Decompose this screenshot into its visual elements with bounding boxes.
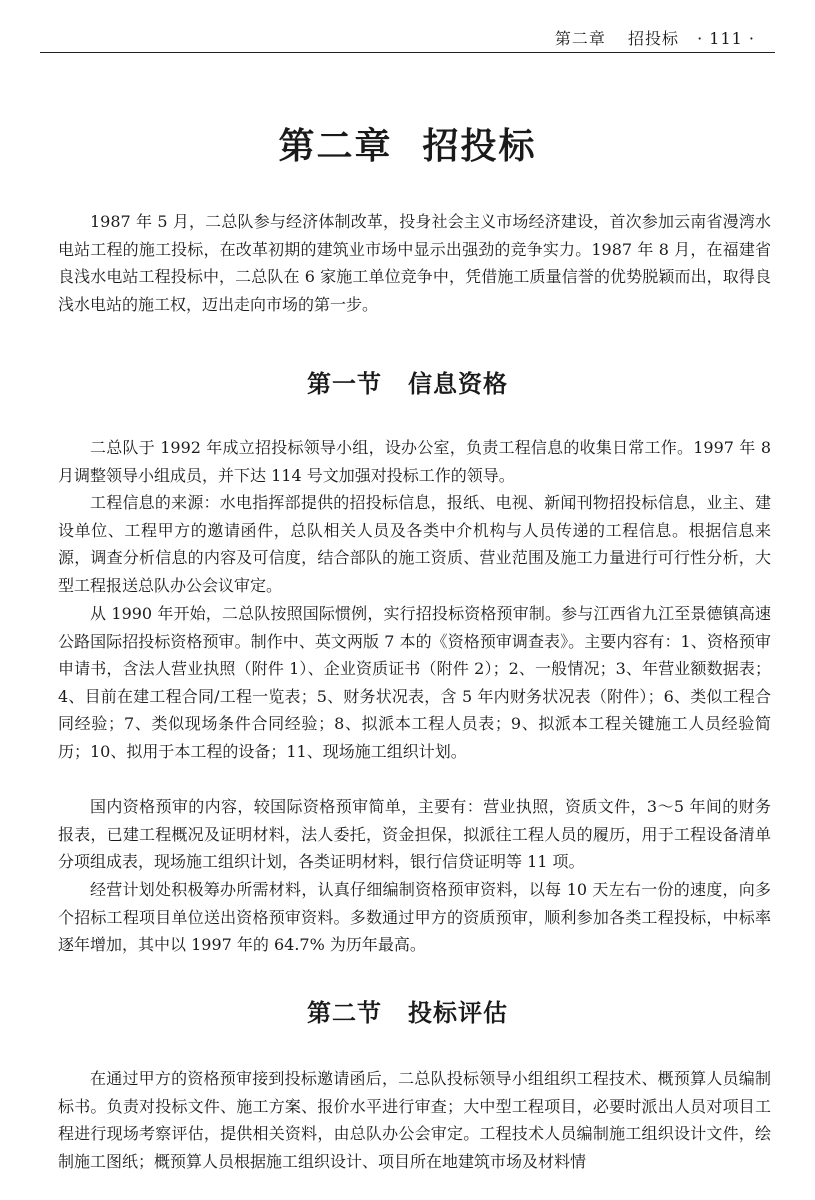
header-title: 招投标 <box>628 29 680 48</box>
section-1-paragraph-4: 国内资格预审的内容，较国际资格预审简单，主要有：营业执照，资质文件，3～5 年间的财务报表，已建工程概况及证明材料，法人委托，资金担保，拟派往工程人员的履历，用于工程设备清单分项组成表，现场施工组织计划，各类证明材料，银行信贷证明等 11 项。 <box>58 797 771 871</box>
running-header-text <box>549 26 755 49</box>
section-2-name: 投标评估 <box>408 999 508 1027</box>
intro-paragraph: 1987 年 5 月，二总队参与经济体制改革，投身社会主义市场经济建设，首次参加云南省漫湾水电站工程的施工投标，在改革初期的建筑业市场中显示出强劲的竞争实力。1987 年 8 月，在福建省良浅水电站工程投标中，二总队在 6 家施工单位竞争中，凭借施工质量信誉的优势脱颖而出，取得良浅水电站的施工权，迈出走向市场的第一步。 <box>58 212 771 314</box>
section-title-2 <box>0 993 815 1028</box>
section-1-paragraph-5: 经营计划处积极筹办所需材料，认真仔细编制资格预审资料，以每 10 天左右一份的速度，向多个招标工程项目单位送出资格预审资料。多数通过甲方的资质预审，顺利参加各类工程投标，中标率逐年增加，其中以 1997 年的 64.7% 为历年最高。 <box>58 880 771 954</box>
chapter-number: 第二章 <box>278 126 393 167</box>
running-header <box>40 14 775 53</box>
section-title-1 <box>0 364 815 399</box>
chapter-title <box>0 118 815 169</box>
section-1-paragraph-2: 工程信息的来源：水电指挥部提供的招投标信息，报纸、电视、新闻刊物招投标信息，业主、建设单位、工程甲方的邀请函件，总队相关人员及各类中介机构与人员传递的工程信息。根据信息来源，调查分析信息的内容及可信度，结合部队的施工资质、营业范围及施工力量进行可行性分析，大型工程报送总队办公会议审定。 <box>58 493 771 595</box>
section-1-name: 信息资格 <box>408 370 508 398</box>
section-2-number: 第二节 <box>307 999 382 1027</box>
section-1-number: 第一节 <box>307 370 382 398</box>
section-2-paragraph-1: 在通过甲方的资格预审接到投标邀请函后，二总队投标领导小组组织工程技术、概预算人员编制标书。负责对投标文件、施工方案、报价水平进行审查；大中型工程项目，必要时派出人员对项目工程进行现场考察评估，提供相关资料，由总队办公会审定。工程技术人员编制施工组织设计文件，绘制施工图纸；概预算人员根据施工组织设计、项目所在地建筑市场及材料情 <box>58 1069 771 1171</box>
page-number: · 111 · <box>697 29 755 48</box>
chapter-name: 招投标 <box>422 126 537 167</box>
header-chapter: 第二章 <box>554 29 606 48</box>
section-1-paragraph-3: 从 1990 年开始，二总队按照国际惯例，实行招投标资格预审制。参与江西省九江至景德镇高速公路国际招投标资格预审。制作中、英文两版 7 本的《资格预审调查表》。主要内容有：1、资格预审申请书，含法人营业执照（附件 1）、企业资质证书（附件 2）；2、一般情况；3、年营业额数据表；4、目前在建工程合同/工程一览表；5、财务状况表，含 5 年内财务状况表（附件）；6、类似工程合同经验；7、类似现场条件合同经验；8、拟派本工程人员表；9、拟派本工程关键施工人员经验简历；10、拟用于本工程的设备；11、现场施工组织计划。 <box>58 604 771 761</box>
section-1-paragraph-1: 二总队于 1992 年成立招投标领导小组，设办公室，负责工程信息的收集日常工作。1997 年 8 月调整领导小组成员，并下达 114 号文加强对投标工作的领导。 <box>58 438 771 485</box>
